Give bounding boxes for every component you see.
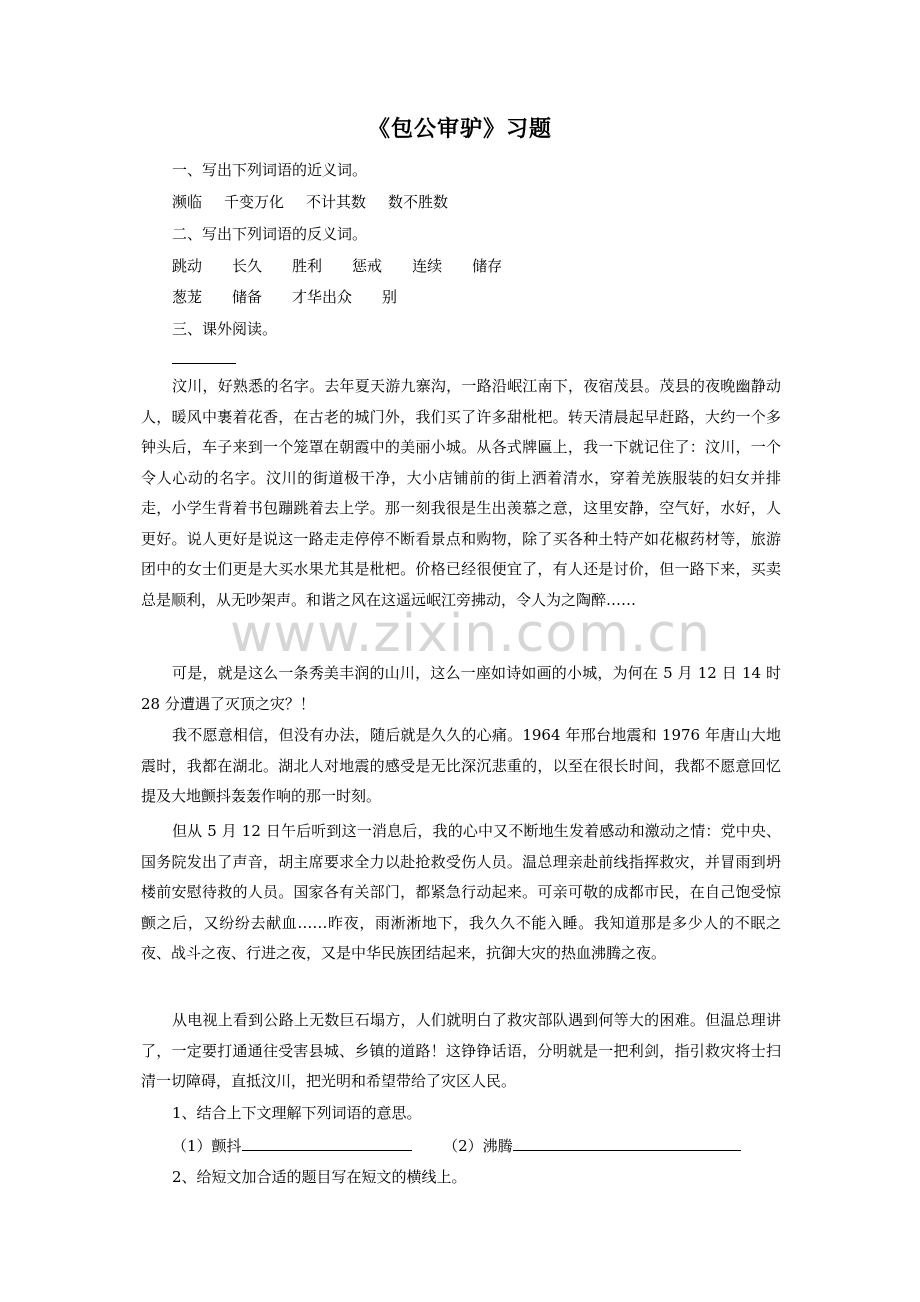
- question-1-item-2: （2）沸腾: [443, 1137, 513, 1155]
- word-item: 储存: [472, 257, 503, 275]
- section2-word-row-2: [172, 287, 427, 307]
- word-item: 连续: [412, 257, 443, 275]
- word-item: 葱茏: [172, 288, 203, 306]
- word-item: 跳动: [172, 257, 203, 275]
- word-item: 长久: [232, 257, 263, 275]
- article-title-blank: [172, 362, 236, 364]
- word-item: 惩戒: [352, 257, 383, 275]
- word-item: 不计其数: [306, 193, 367, 211]
- question-2: 2、给短文加合适的题目写在短文的横线上。: [172, 1168, 467, 1186]
- article-paragraph: 但从 5 月 12 日午后听到这一消息后，我的心中又不断地生发着感动和激动之情：党中央、国务院发出了声音，胡主席要求全力以赴抢救受伤人员。温总理亲赴前线指挥救灾，并冒雨到坍楼前安慰待救的人员。国家各有关部门，都紧急行动起来。可亲可敬的成都市民，在自己饱受惊颤之后，又纷纷去献血……昨夜，雨淅淅地下，我久久不能入睡。我知道那是多少人的不眠之夜、战斗之夜、行进之夜，又是中华民族团结起来，抗御大灾的热血沸腾之夜。: [141, 822, 781, 962]
- article-paragraph: 可是，就是这么一条秀美丰润的山川，这么一座如诗如画的小城，为何在 5 月 12 日 14 时 28 分遭遇了灭顶之灾？！: [141, 664, 781, 713]
- question-1-items: [172, 1135, 741, 1156]
- word-item: 数不胜数: [388, 193, 449, 211]
- article-paragraph: 从电视上看到公路上无数巨石塌方，人们就明白了救灾部队遇到何等大的困难。但温总理讲了，一定要打通通往受害县城、乡镇的道路！这铮铮话语，分明就是一把利剑，指引救灾将士扫清一切障碍，直抵汶川，把光明和希望带给了灾区人民。: [141, 1011, 781, 1090]
- answer-blank[interactable]: [513, 1135, 741, 1151]
- word-item: 千变万化: [224, 193, 285, 211]
- page-title: 《包公审驴》习题: [367, 116, 552, 142]
- watermark-text: www.zixin.com.cn: [230, 604, 711, 664]
- article-paragraph: 汶川，好熟悉的名字。去年夏天游九寨沟，一路沿岷江南下，夜宿茂县。茂县的夜晚幽静动人，暖风中裹着花香，在古老的城门外，我们买了许多甜枇杷。转天清晨起早赶路，大约一个多钟头后，车子来到一个笼罩在朝霞中的美丽小城。从各式牌匾上，我一下就记住了：汶川，一个令人心动的名字。汶川的街道极干净，大小店铺前的街上洒着清水，穿着羌族服装的妇女并排走，小学生背着书包蹦跳着去上学。那一刻我很是生出羡慕之意，这里安静，空气好，水好，人更好。说人更好是说这一路走走停停不断看景点和购物，除了买各种土特产如花椒药材等，旅游团中的女士们更是大买水果尤其是枇杷。价格已经很便宜了，有人还是讨价，但一路下来，买卖总是顺利，从无吵架声。和谐之风在这遥远岷江旁拂动，令人为之陶醉……: [141, 377, 781, 609]
- section1-heading: 一、写出下列词语的近义词。: [172, 161, 368, 179]
- word-item: 才华出众: [292, 288, 353, 306]
- word-item: 胜利: [292, 257, 323, 275]
- word-item: 别: [382, 288, 398, 306]
- section2-heading: 二、写出下列词语的反义词。: [172, 225, 368, 243]
- word-item: 储备: [232, 288, 263, 306]
- section3-heading: 三、课外阅读。: [172, 320, 278, 338]
- answer-blank[interactable]: [242, 1135, 412, 1151]
- question-1: 1、结合上下文理解下列词语的意思。: [172, 1104, 422, 1122]
- word-item: 濒临: [172, 193, 203, 211]
- question-1-item-1: （1）颤抖: [172, 1137, 242, 1155]
- article-paragraph: 我不愿意相信，但没有办法，随后就是久久的心痛。1964 年邢台地震和 1976 年唐山大地震时，我都在湖北。湖北人对地震的感受是无比深沉悲重的，以至在很长时间，我都不愿意回忆提及大地颤抖轰轰作响的那一时刻。: [141, 726, 781, 805]
- section1-word-list: [172, 192, 470, 212]
- section2-word-row-1: [172, 256, 532, 276]
